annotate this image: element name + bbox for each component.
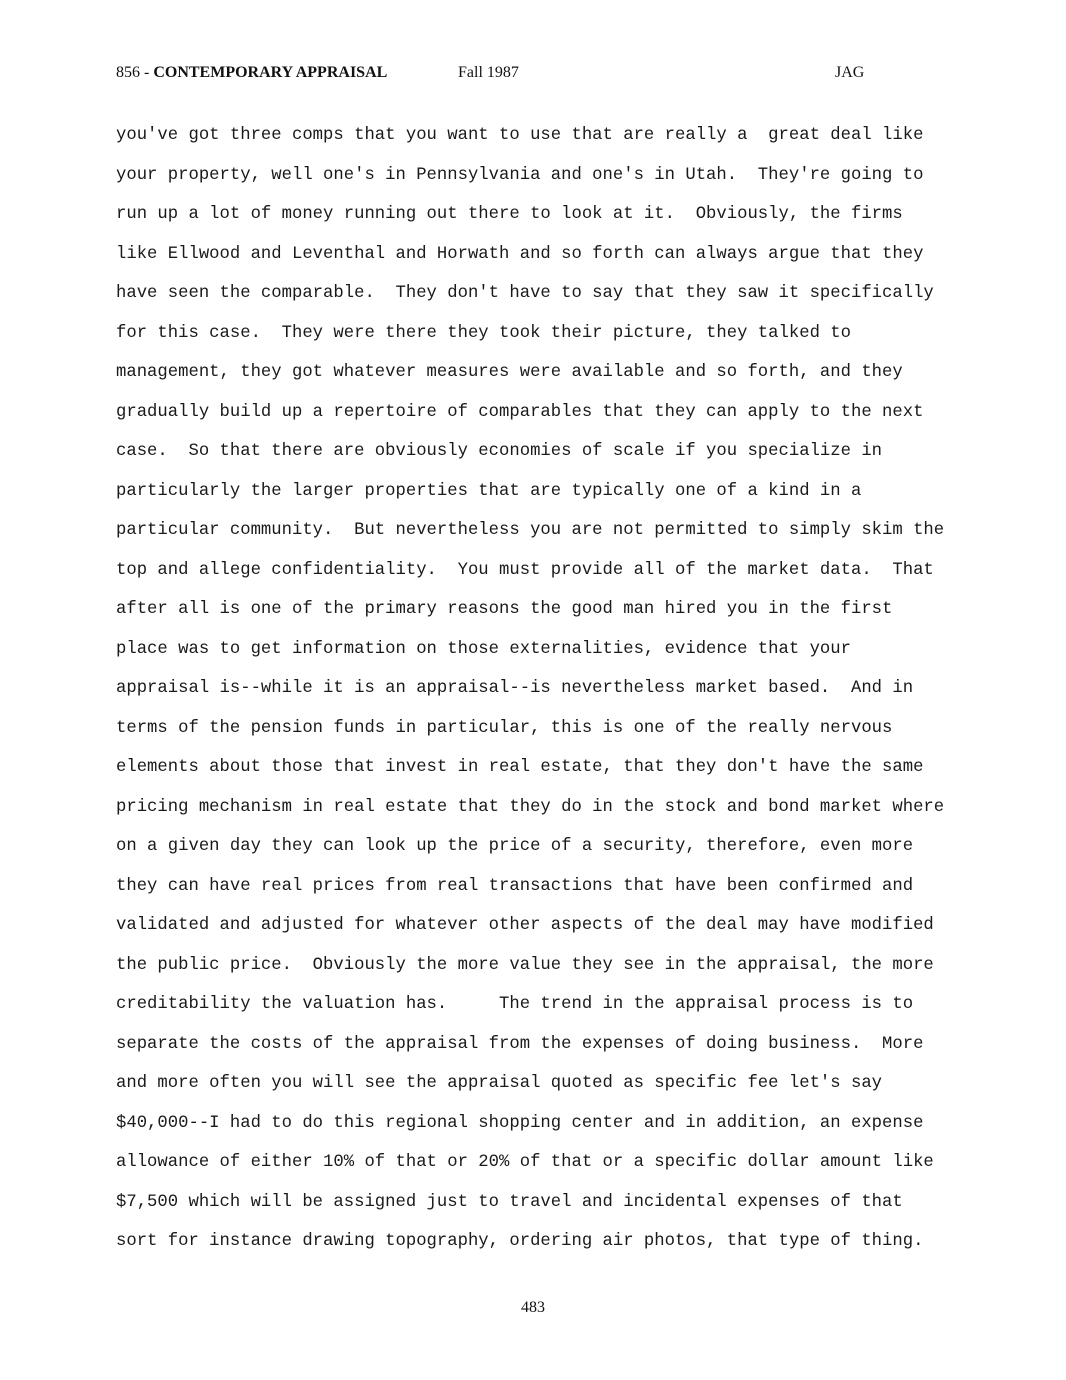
body-line: the public price. Obviously the more value they see in the appraisal, the more xyxy=(116,955,934,975)
course-heading xyxy=(116,62,387,84)
body-line: on a given day they can look up the price of a security, therefore, even more xyxy=(116,837,914,856)
body-line: for this case. They were there they took their picture, they talked to xyxy=(116,323,851,343)
body-line: run up a lot of money running out there to look at it. Obviously, the firms xyxy=(116,205,903,224)
body-line: separate the costs of the appraisal from the expenses of doing business. More xyxy=(116,1034,924,1054)
body-line: place was to get information on those externalities, evidence that your xyxy=(116,639,851,659)
body-line: particular community. But nevertheless you are not permitted to simply skim the xyxy=(116,521,945,540)
body-line: validated and adjusted for whatever other aspects of the deal may have modified xyxy=(116,916,934,935)
body-line: sort for instance drawing topography, ordering air photos, that type of thing. xyxy=(116,1232,924,1251)
body-line: appraisal is--while it is an appraisal--is nevertheless market based. And in xyxy=(116,679,914,698)
author-initials: JAG xyxy=(835,64,865,81)
body-line: particularly the larger properties that are typically one of a kind in a xyxy=(116,481,862,501)
body-line: elements about those that invest in real estate, that they don't have the same xyxy=(116,758,924,777)
body-line: management, they got whatever measures were available and so forth, and they xyxy=(116,363,903,382)
course-title: CONTEMPORARY APPRAISAL xyxy=(153,64,388,81)
body-line: you've got three comps that you want to use that are really a great deal like xyxy=(116,126,924,145)
body-line: after all is one of the primary reasons the good man hired you in the first xyxy=(116,600,893,619)
body-line: gradually build up a repertoire of comparables that they can apply to the next xyxy=(116,402,924,422)
body-line: like Ellwood and Leventhal and Horwath and so forth can always argue that they xyxy=(116,244,924,264)
body-line: have seen the comparable. They don't have to say that they saw it specifically xyxy=(116,284,934,303)
body-line: $40,000--I had to do this regional shopping center and in addition, an expense xyxy=(116,1113,924,1133)
body-line: terms of the pension funds in particular, this is one of the really nervous xyxy=(116,718,893,738)
term-label: Fall 1987 xyxy=(458,64,519,81)
transcript-body xyxy=(116,116,996,1262)
body-line: allowance of either 10% of that or 20% of that or a specific dollar amount like xyxy=(116,1153,934,1172)
page-header xyxy=(116,62,876,84)
course-number: 856 - xyxy=(116,64,154,81)
body-line: and more often you will see the appraisal quoted as specific fee let's say xyxy=(116,1074,883,1093)
body-line: pricing mechanism in real estate that they do in the stock and bond market where xyxy=(116,797,945,817)
body-line: case. So that there are obviously economies of scale if you specialize in xyxy=(116,442,883,461)
body-line: $7,500 which will be assigned just to travel and incidental expenses of that xyxy=(116,1192,903,1212)
body-line: they can have real prices from real transactions that have been confirmed and xyxy=(116,876,914,896)
body-line: top and allege confidentiality. You must provide all of the market data. That xyxy=(116,560,934,580)
body-line: creditability the valuation has. The trend in the appraisal process is to xyxy=(116,995,914,1014)
page-number: 483 xyxy=(521,1299,545,1316)
body-line: your property, well one's in Pennsylvania and one's in Utah. They're going to xyxy=(116,165,924,185)
